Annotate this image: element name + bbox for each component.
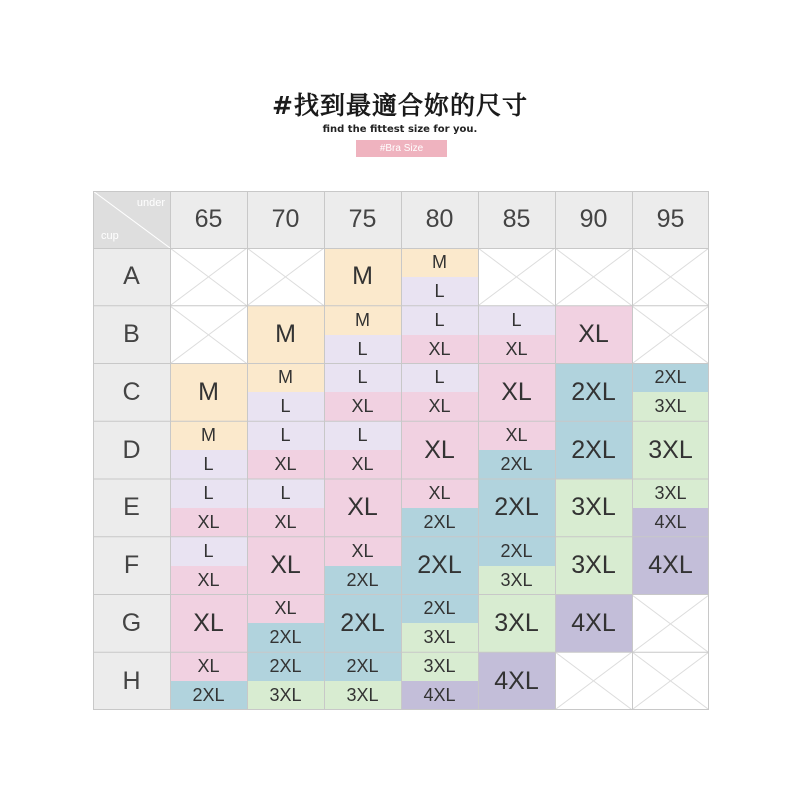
size-cell: XL (170, 508, 247, 537)
size-cell: XL (478, 421, 555, 450)
size-cell: 3XL (324, 681, 401, 710)
cross-icon (632, 595, 709, 653)
column-header-90: 90 (555, 191, 632, 248)
size-cell: 3XL (632, 392, 709, 421)
size-cell: 2XL (247, 623, 324, 652)
size-cell: 2XL (401, 537, 478, 595)
cross-icon (632, 248, 709, 306)
unavailable-cell (632, 595, 709, 653)
column-header-85: 85 (478, 191, 555, 248)
row-label-G: G (93, 595, 170, 653)
size-cell: XL (401, 479, 478, 508)
size-cell: XL (247, 537, 324, 595)
unavailable-cell (632, 306, 709, 364)
size-cell: 2XL (401, 595, 478, 624)
size-cell: XL (478, 335, 555, 364)
unavailable-cell (555, 652, 632, 710)
size-cell: 2XL (324, 652, 401, 681)
size-cell: 3XL (555, 479, 632, 537)
page-subtitle: find the fittest size for you. (322, 124, 478, 135)
size-cell: L (324, 335, 401, 364)
size-cell: L (247, 392, 324, 421)
size-cell: 2XL (170, 681, 247, 710)
row-label-E: E (93, 479, 170, 537)
size-cell: 2XL (478, 479, 555, 537)
unavailable-cell (170, 248, 247, 306)
size-cell: L (247, 479, 324, 508)
size-cell: XL (247, 450, 324, 479)
corner-label-under: under (136, 197, 165, 209)
row-label-C: C (93, 364, 170, 422)
size-cell: L (170, 537, 247, 566)
size-cell: 4XL (632, 508, 709, 537)
size-cell: XL (401, 335, 478, 364)
column-header-70: 70 (247, 191, 324, 248)
cross-icon (478, 248, 555, 306)
size-cell: 2XL (324, 566, 401, 595)
column-header-95: 95 (632, 191, 709, 248)
bra-size-tag: #Bra Size (356, 140, 447, 157)
size-cell: 3XL (632, 479, 709, 508)
size-cell: L (170, 450, 247, 479)
size-cell: 3XL (247, 681, 324, 710)
size-cell: L (324, 364, 401, 393)
cross-icon (555, 248, 632, 306)
size-cell: M (324, 306, 401, 335)
size-cell: M (401, 248, 478, 277)
column-header-80: 80 (401, 191, 478, 248)
size-cell: XL (324, 479, 401, 537)
size-cell: XL (170, 652, 247, 681)
cross-icon (247, 248, 324, 306)
table-corner (93, 191, 170, 248)
size-cell: L (247, 421, 324, 450)
size-cell: 3XL (555, 537, 632, 595)
unavailable-cell (555, 248, 632, 306)
size-cell: 3XL (401, 652, 478, 681)
row-label-A: A (93, 248, 170, 306)
row-label-F: F (93, 537, 170, 595)
size-cell: L (324, 421, 401, 450)
size-cell: 4XL (401, 681, 478, 710)
size-cell: 4XL (478, 652, 555, 710)
row-label-D: D (93, 421, 170, 479)
size-cell: XL (324, 450, 401, 479)
size-cell: XL (324, 537, 401, 566)
cross-icon (170, 306, 247, 364)
size-cell: 3XL (401, 623, 478, 652)
size-cell: M (247, 364, 324, 393)
unavailable-cell (478, 248, 555, 306)
row-label-B: B (93, 306, 170, 364)
corner-label-cup: cup (101, 230, 119, 242)
size-cell: M (247, 306, 324, 364)
size-cell: 2XL (247, 652, 324, 681)
size-cell: XL (247, 595, 324, 624)
size-cell: 2XL (324, 595, 401, 653)
size-cell: 2XL (478, 537, 555, 566)
unavailable-cell (632, 248, 709, 306)
size-cell: L (170, 479, 247, 508)
size-cell: 2XL (555, 364, 632, 422)
size-cell: XL (555, 306, 632, 364)
size-cell: L (401, 306, 478, 335)
size-cell: 3XL (478, 566, 555, 595)
row-label-H: H (93, 652, 170, 710)
size-cell: 3XL (478, 595, 555, 653)
column-header-75: 75 (324, 191, 401, 248)
cross-icon (632, 306, 709, 364)
column-header-65: 65 (170, 191, 247, 248)
size-cell: XL (401, 392, 478, 421)
size-cell: M (324, 248, 401, 306)
size-cell: 2XL (478, 450, 555, 479)
cross-icon (555, 652, 632, 710)
size-cell: 2XL (401, 508, 478, 537)
size-cell: XL (478, 364, 555, 422)
size-cell: L (401, 277, 478, 306)
size-cell: XL (324, 392, 401, 421)
unavailable-cell (247, 248, 324, 306)
size-cell: 4XL (555, 595, 632, 653)
size-cell: XL (247, 508, 324, 537)
size-cell: 4XL (632, 537, 709, 595)
size-cell: 3XL (632, 421, 709, 479)
unavailable-cell (170, 306, 247, 364)
size-cell: 2XL (555, 421, 632, 479)
size-cell: 2XL (632, 364, 709, 393)
size-cell: M (170, 364, 247, 422)
size-cell: L (478, 306, 555, 335)
size-cell: M (170, 421, 247, 450)
cross-icon (632, 652, 709, 710)
unavailable-cell (632, 652, 709, 710)
cross-icon (170, 248, 247, 306)
size-cell: XL (170, 595, 247, 653)
size-cell: XL (401, 421, 478, 479)
size-chart-table (93, 191, 708, 709)
size-cell: L (401, 364, 478, 393)
page-title: #找到最適合妳的尺寸 (272, 91, 528, 120)
size-cell: XL (170, 566, 247, 595)
